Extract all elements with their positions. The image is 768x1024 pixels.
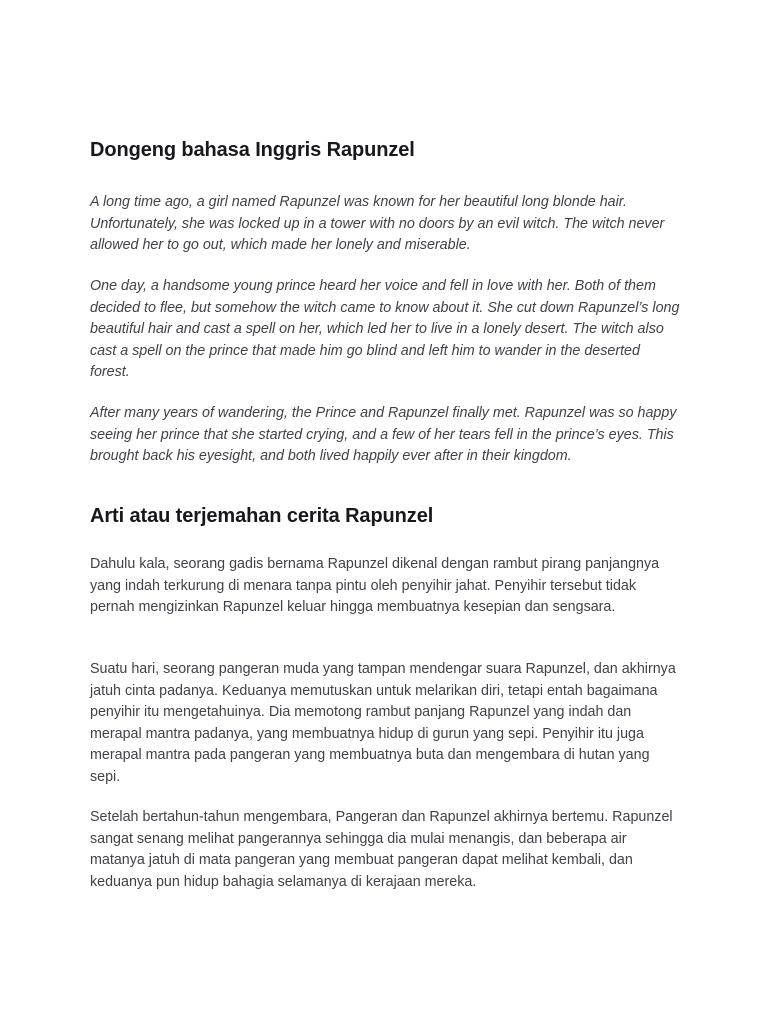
translation-paragraph-1: Dahulu kala, seorang gadis bernama Rapunzel dikenal dengan rambut pirang panjangnya yang indah terkurung di menara tanpa pintu oleh penyihir jahat. Penyihir tersebut tidak pernah mengizinkan Rapunzel keluar hingga membuatnya kesepian dan sengsara. xyxy=(90,556,660,615)
english-paragraph-1: A long time ago, a girl named Rapunzel was known for her beautiful long blonde hair. Unfortunately, she was locked up in a tower with no doors by an evil witch. The witch never allowed her to go out, which made her lonely and miserable. xyxy=(90,194,665,253)
english-paragraph-3: After many years of wandering, the Prince and Rapunzel finally met. Rapunzel was so happy seeing her prince that she started crying, and a few of her tears fell in the prince’s eyes. This brought back his eyesight, and both lived happily ever after in their kingdom. xyxy=(90,405,677,464)
section-heading-english-story: Dongeng bahasa Inggris Rapunzel xyxy=(90,139,415,161)
translation-paragraph-2: Suatu hari, seorang pangeran muda yang tampan mendengar suara Rapunzel, dan akhirnya jatuh cinta padanya. Keduanya memutuskan untuk melarikan diri, tetapi entah bagaimana penyihir itu mengetahuinya. Dia memotong rambut panjang Rapunzel yang indah dan merapal mantra padanya, yang membuatnya hidup di gurun yang sepi. Penyihir itu juga merapal mantra pada pangeran yang membuatnya buta dan mengembara di hutan yang sepi. xyxy=(90,661,676,785)
section-heading-translation: Arti atau terjemahan cerita Rapunzel xyxy=(90,505,434,527)
translation-paragraph-3: Setelah bertahun-tahun mengembara, Pangeran dan Rapunzel akhirnya bertemu. Rapunzel sangat senang melihat pangerannya sehingga dia mulai menangis, dan beberapa air matanya jatuh di mata pangeran yang membuat pangeran dapat melihat kembali, dan keduanya pun hidup bahagia selamanya di kerajaan mereka. xyxy=(90,809,673,890)
english-paragraph-2: One day, a handsome young prince heard her voice and fell in love with her. Both of them decided to flee, but somehow the witch came to know about it. She cut down Rapunzel’s long beautiful hair and cast a spell on her, which led her to live in a lonely desert. The witch also cast a spell on the prince that made him go blind and left him to wander in the deserted forest. xyxy=(90,278,680,380)
